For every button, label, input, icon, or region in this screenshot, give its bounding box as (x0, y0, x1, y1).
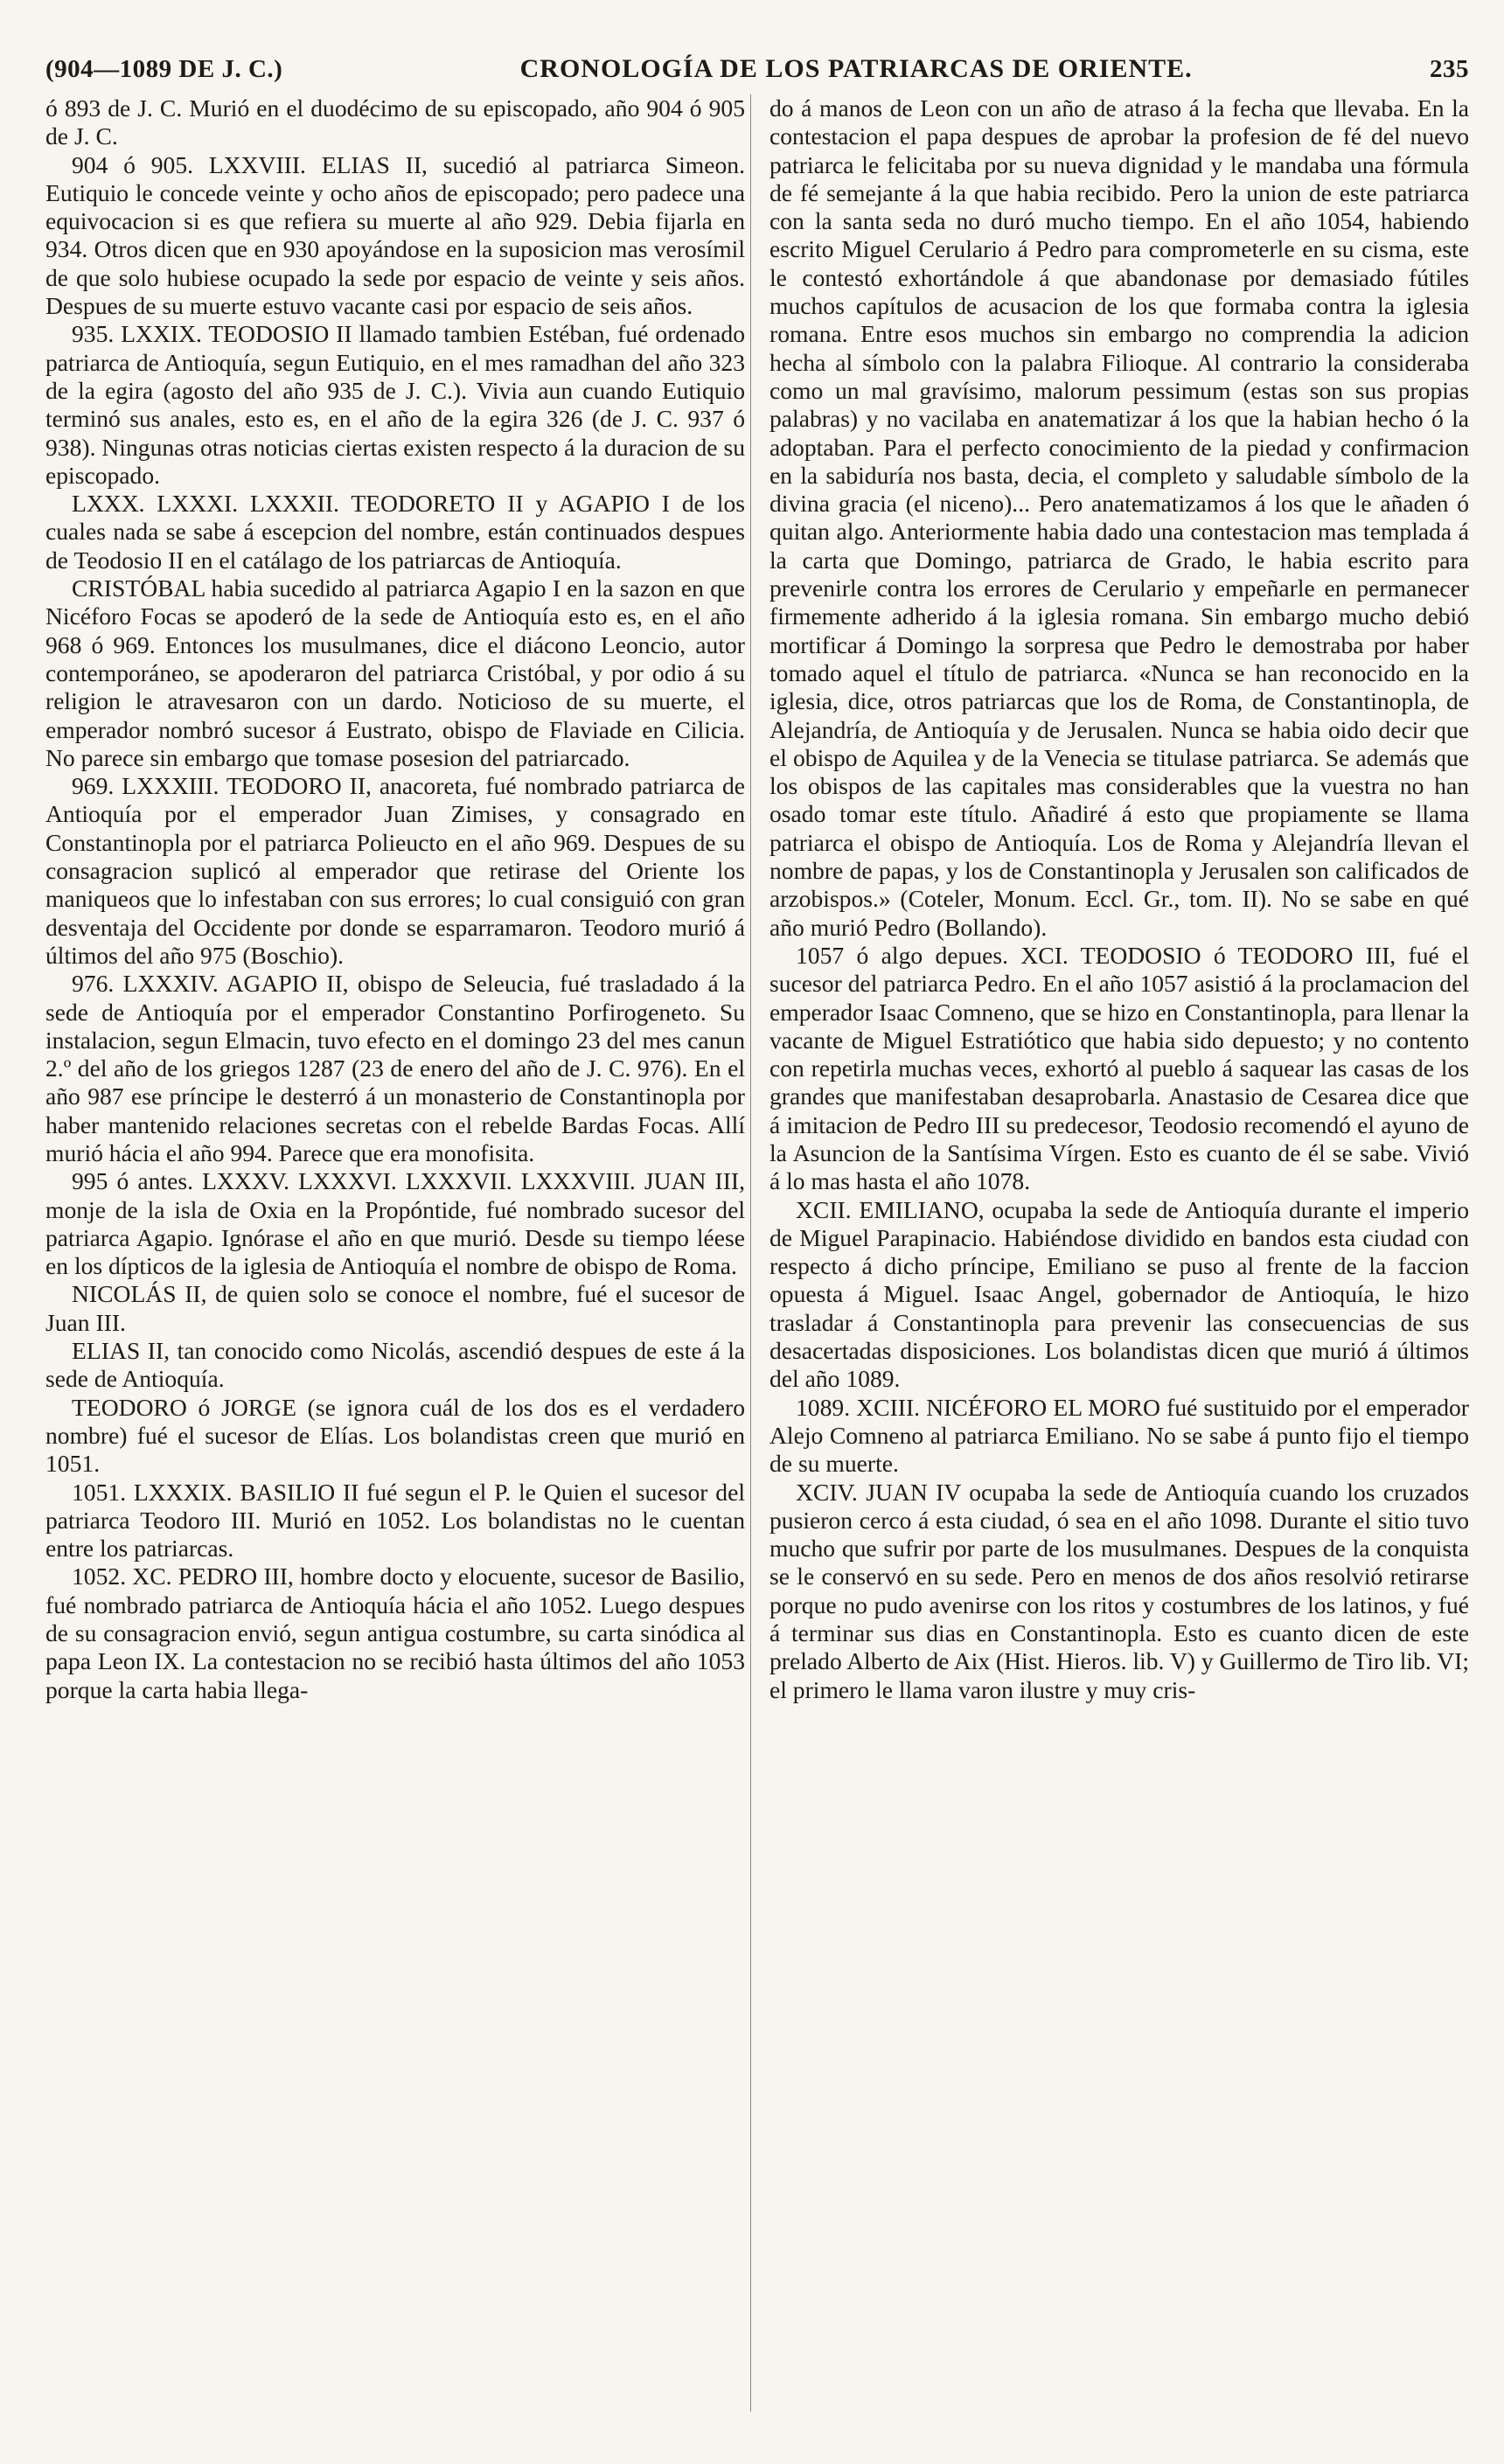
paragraph: 976. LXXXIV. AGAPIO II, obispo de Seleucia, fué trasladado á la sede de Antioquía por el emperador Constantino Porfirogeneto. Su instalacion, segun Elmacin, tuvo efecto en el domingo 23 del mes canun 2.º del año de los griegos 1287 (23 de enero del año de J. C. 976). En el año 987 ese príncipe le desterró á un monasterio de Constantinopla por haber mantenido relaciones secretas con el rebelde Bardas Focas. Allí murió hácia el año 994. Parece que era monofisita. (45, 970, 745, 1166)
paragraph: 1057 ó algo depues. XCI. TEODOSIO ó TEODORO III, fué el sucesor del patriarca Pedro. En el año 1057 asistió á la proclamacion del emperador Isaac Comneno, que se hizo en Constantinopla, para llenar la vacante de Miguel Estratiótico que habia sido depuesto; y no contento con repetirla muchas veces, exhortó al pueblo á saquear las casas de los grandes que manifestaban desaprobarla. Anastasio de Cesarea dice que á imitacion de Pedro III su predecesor, Teodosio recomendó el ayuno de la Asuncion de la Santísima Vírgen. Esto es cuanto de él se sabe. Vivió á lo mas hasta el año 1078. (769, 941, 1469, 1195)
header-date-range: (904—1089 DE J. C.) (45, 55, 283, 83)
paragraph: 935. LXXIX. TEODOSIO II llamado tambien Estéban, fué ordenado patriarca de Antioquía, segun Eutiquio, en el mes ramadhan del año 323 de la egira (agosto del año 935 de J. C.). Vivia aun cuando Eutiquio terminó sus anales, esto es, en el año de la egira 326 (de J. C. 937 ó 938). Ningunas otras noticias ciertas existen respecto á la duracion de su episcopado. (45, 320, 745, 489)
paragraph: NICOLÁS II, de quien solo se conoce el nombre, fué el sucesor de Juan III. (45, 1280, 745, 1336)
column-divider (750, 94, 751, 2412)
page-header (45, 54, 1469, 94)
paragraph: XCIV. JUAN IV ocupaba la sede de Antioquía cuando los cruzados pusieron cerco á esta ciudad, ó sea en el año 1098. Durante el sitio tuvo mucho que sufrir por parte de los musulmanes. Despues de la conquista se le conservó en su sede. Pero en menos de dos años resolvió retirarse porque no pudo avenirse con los ritos y costumbres de los latinos, y fué á terminar sus dias en Constantinopla. Esto es cuanto dicen de este prelado Alberto de Aix (Hist. Hieros. lib. V) y Guillermo de Tiro lib. VI; el primero le llama varon ilustre y muy cris- (769, 1478, 1469, 1703)
header-title: CRONOLOGÍA DE LOS PATRIARCAS DE ORIENTE. (519, 54, 1193, 83)
paragraph: 1089. XCIII. NICÉFORO EL MORO fué sustituido por el emperador Alejo Comneno al patriarca Emiliano. No se sabe á punto fijo el tiempo de su muerte. (769, 1393, 1469, 1478)
paragraph: do á manos de Leon con un año de atraso á la fecha que llevaba. En la contestacion el papa despues de aprobar la profesion de fé del nuevo patriarca le felicitaba por su nueva dignidad y le mandaba una fórmula de fé semejante á la que habia recibido. Pero la union de este patriarca con la santa seda no duró mucho tiempo. En el año 1054, habiendo escrito Miguel Cerulario á Pedro para comprometerle en su cisma, este le contestó exhortándole á que abandonase por demasiado fútiles muchos capítulos de acusacion de los que formaba contra la iglesia romana. Entre esos muchos sin embargo no comprendia la adicion hecha al símbolo con la palabra Filioque. Al contrario la consideraba como un mal gravísimo, malorum pessimum (estas son sus propias palabras) y no vacilaba en anatematizar á los que la habian hecho ó la adoptaban. Para el perfecto conocimiento de la piedad y confirmacion en la sabiduría nos basta, decia, el completo y saludable símbolo de la divina gracia (el niceno)... Pero anatematizamos á los que le añaden ó quitan algo. Anteriormente habia dado una contestacion mas templada á la carta que Domingo, patriarca de Grado, le habia escrito para prevenirle contra los errores de Cerulario y empeñarle en permanecer firmemente adherido á la iglesia romana. Sin embargo mucho debió mortificar á Domingo la sorpresa que Pedro le demostraba por haber tomado aquel el título de patriarca. «Nunca se han reconocido en la iglesia, dice, otros patriarcas que los de Roma, de Constantinopla, de Alejandría, de Antioquía y de Jerusalen. Nunca se habia oido decir que el obispo de Aquilea y de la Venecia se titulase patriarca. Se además que los obispos de las capitales mas considerables que la vuestra no han osado tomar este título. Añadiré á esto que propiamente se llama patriarca el obispo de Antioquía. Los de Roma y Alejandría llevan el nombre de papas, y los de Constantinopla y Jerusalen son calificados de arzobispos.» (Coteler, Monum. Eccl. Gr., tom. II). No se sabe en qué año murió Pedro (Bollando). (769, 94, 1469, 941)
paragraph: ó 893 de J. C. Murió en el duodécimo de su episcopado, año 904 ó 905 de J. C. (45, 94, 745, 150)
left-column (45, 94, 745, 1704)
right-column (769, 94, 1469, 1704)
paragraph: 969. LXXXIII. TEODORO II, anacoreta, fué nombrado patriarca de Antioquía por el emperador Juan Zimises, y consagrado en Constantinopla por el patriarca Polieucto en el año 969. Despues de su consagracion suplicó al emperador que retirase del Oriente los maniqueos que lo infestaban con sus errores; lo cual consiguió con gran desventaja del Occidente por donde se esparramaron. Teodoro murió á últimos del año 975 (Boschio). (45, 772, 745, 969)
paragraph: ELIAS II, tan conocido como Nicolás, ascendió despues de este á la sede de Antioquía. (45, 1337, 745, 1393)
paragraph: 995 ó antes. LXXXV. LXXXVI. LXXXVII. LXXXVIII. JUAN III, monje de la isla de Oxia en la Propóntide, fué nombrado sucesor del patriarca Agapio. Ignórase el año en que murió. Desde su tiempo léese en los dípticos de la iglesia de Antioquía el nombre de obispo de Roma. (45, 1167, 745, 1280)
paragraph: 904 ó 905. LXXVIII. ELIAS II, sucedió al patriarca Simeon. Eutiquio le concede veinte y ocho años de episcopado; pero padece una equivocacion si es que refiera su muerte al año 929. Debia fijarla en 934. Otros dicen que en 930 apoyándose en la suposicion mas verosímil de que solo hubiese ocupado la sede por espacio de veinte y seis años. Despues de su muerte estuvo vacante casi por espacio de seis años. (45, 150, 745, 320)
page-number: 235 (1430, 55, 1469, 83)
text-columns (45, 94, 1469, 1704)
paragraph: TEODORO ó JORGE (se ignora cuál de los dos es el verdadero nombre) fué el sucesor de Elías. Los bolandistas creen que murió en 1051. (45, 1393, 745, 1478)
paragraph: LXXX. LXXXI. LXXXII. TEODORETO II y AGAPIO I de los cuales nada se sabe á escepcion del nombre, están continuados despues de Teodosio II en el catálago de los patriarcas de Antioquía. (45, 490, 745, 574)
paragraph: XCII. EMILIANO, ocupaba la sede de Antioquía durante el imperio de Miguel Parapinacio. Habiéndose dividido en bandos esta ciudad con respecto á dicho príncipe, Emiliano se puso al frente de la faccion opuesta á Miguel. Isaac Angel, gobernador de Antioquía, le hizo trasladar á Constantinopla para prevenir las consecuencias de sus desacertadas disposiciones. Los bolandistas dicen que murió á últimos del año 1089. (769, 1195, 1469, 1393)
paragraph: CRISTÓBAL habia sucedido al patriarca Agapio I en la sazon en que Nicéforo Focas se apoderó de la sede de Antioquía esto es, en el año 968 ó 969. Entonces los musulmanes, dice el diácono Leoncio, autor contemporáneo, se apoderaron del patriarca Cristóbal, y por odio á su religion le atravesaron con un dardo. Noticioso de su muerte, el emperador nombró sucesor á Eustrato, obispo de Flaviade en Cilicia. No parece sin embargo que tomase posesion del patriarcado. (45, 574, 745, 771)
paragraph: 1051. LXXXIX. BASILIO II fué segun el P. le Quien el sucesor del patriarca Teodoro III. Murió en 1052. Los bolandistas no le cuentan entre los patriarcas. (45, 1478, 745, 1563)
paragraph: 1052. XC. PEDRO III, hombre docto y elocuente, sucesor de Basilio, fué nombrado patriarca de Antioquía hácia el año 1052. Luego despues de su consagracion envió, segun antigua costumbre, su carta sinódica al papa Leon IX. La contestacion no se recibió hasta últimos del año 1053 porque la carta habia llega- (45, 1563, 745, 1703)
